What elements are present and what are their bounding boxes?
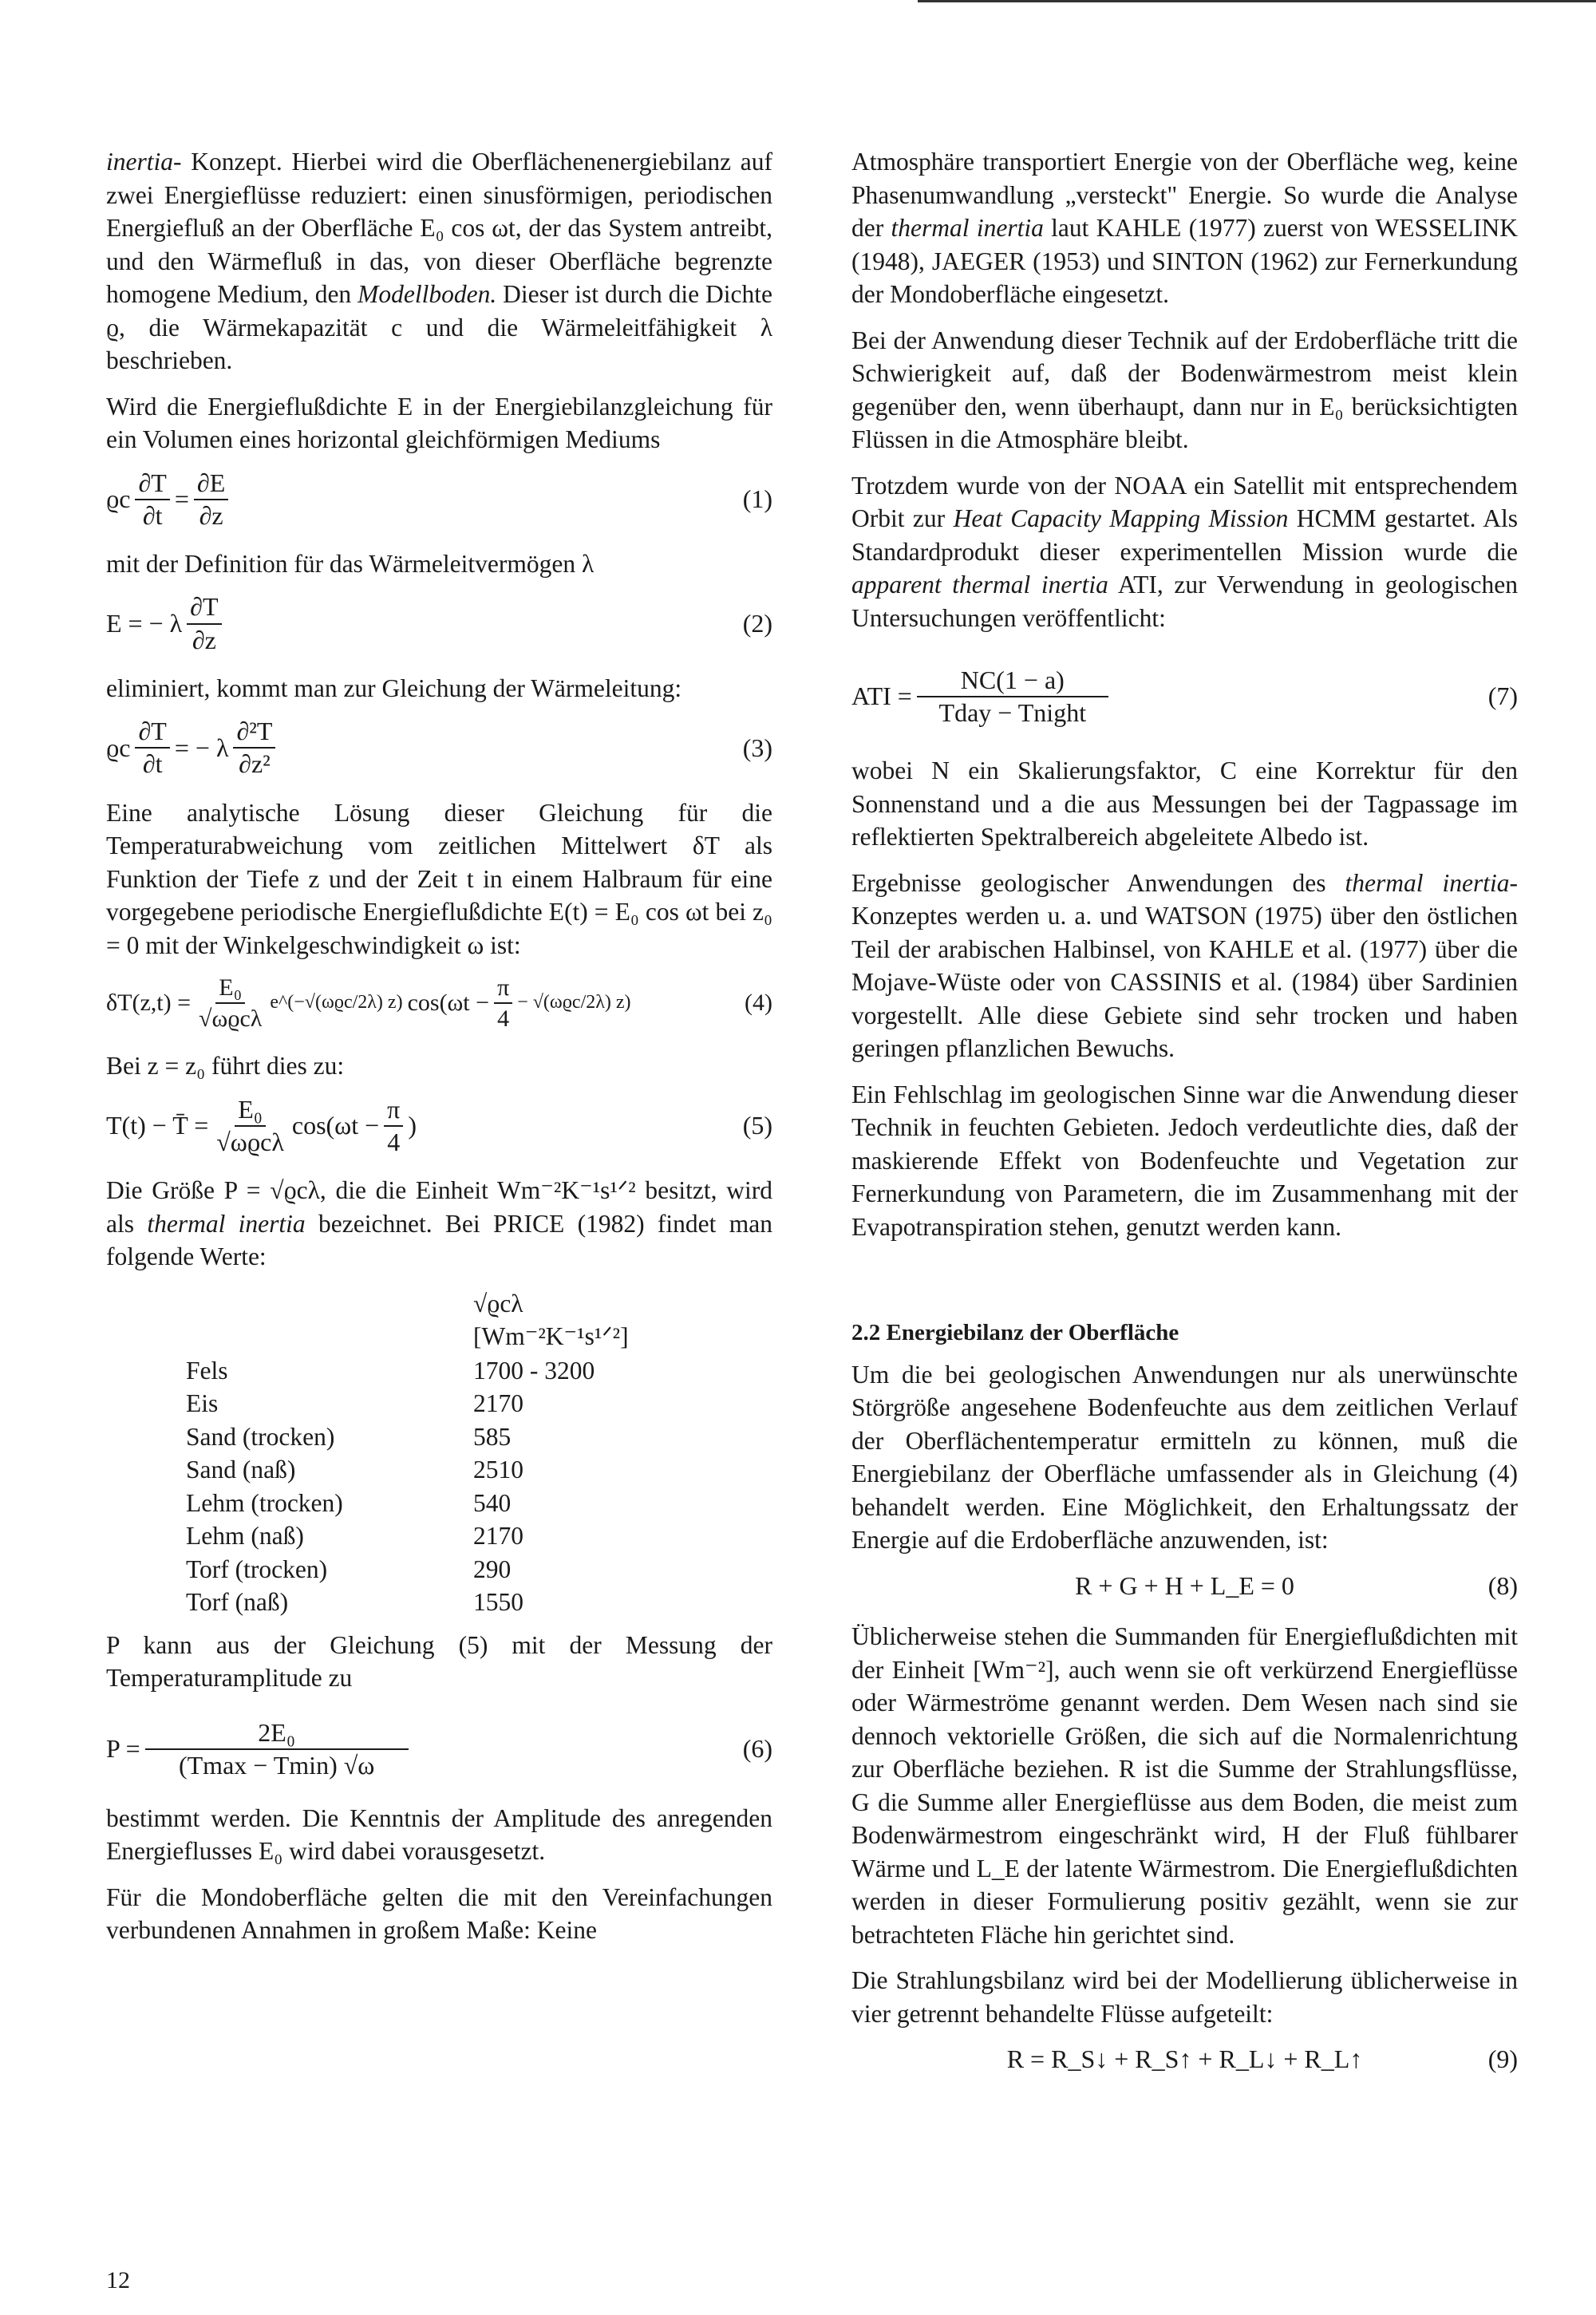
paragraph (106, 145, 772, 377)
paragraph: Für die Mondoberfläche gelten die mit den Vereinfachungen verbundenen Annahmen in großem Maße: Keine (106, 1882, 772, 1945)
equation-6 (106, 1719, 772, 1780)
eq-lhs: ϱc (106, 484, 131, 513)
equation-7 (851, 666, 1518, 727)
value: 2170 (473, 1522, 523, 1550)
table-header: √ϱcλ [Wm⁻²K⁻¹s¹ᐟ²] (473, 1289, 629, 1350)
material: Torf (naß) (186, 1588, 289, 1616)
cos-term: cos(ωt − (291, 1111, 380, 1140)
paragraph: mit der Definition für das Wärmeleitvermögen λ (106, 549, 595, 578)
numerator: E₀ (215, 974, 245, 1004)
table-row (186, 1553, 665, 1586)
italic-term: apparent thermal inertia (851, 571, 1108, 599)
text: bezeichnet. Bei PRICE (1982) findet man folgende Werte: (106, 1209, 772, 1270)
equation-9 (851, 2043, 1518, 2076)
fraction (187, 593, 221, 654)
material: Torf (trocken) (186, 1555, 328, 1583)
paragraph (851, 867, 1518, 1065)
denominator: ∂t (142, 500, 163, 530)
fraction (384, 1096, 403, 1156)
text: Trotzdem wurde von der NOAA ein Satellit mit entsprechendem Orbit zur (851, 471, 1518, 532)
text: Konzept. Hierbei wird die Oberflächenenergiebilanz auf zwei Energieflüsse reduziert: einen sinusförmigen, periodischen Energiefluß an der Oberfläche E₀ cos ωt, der das System antreibt, und den Wärmefluß in das, von dieser Oberfläche begrenzte homogene Medium, den (106, 148, 772, 308)
value: 1550 (473, 1588, 523, 1616)
text: Ergebnisse geologischer Anwendungen des (851, 868, 1326, 897)
paragraph: Um die bei geologischen Anwendungen nur als unerwünschte Störgröße angesehene Bodenfeuchte aus dem zeitlichen Verlauf der Oberflächentemperatur ermitteln zu können, muß die Energiebilanz der Oberfläche umfassender als in Gleichung (4) behandelt werden. Eine Möglichkeit, den Erhaltungssatz der Energie auf die Erdoberfläche anzuwenden, ist: (851, 1360, 1518, 1555)
equation-1 (106, 469, 772, 530)
equation-number: (5) (742, 1111, 772, 1140)
italic-term: thermal inertia (891, 214, 1044, 242)
value: 290 (473, 1555, 512, 1583)
numerator: E₀ (235, 1096, 266, 1127)
fraction (233, 717, 275, 778)
equation-expression: R = R_S↓ + R_S↑ + R_L↓ + R_L↑ (1006, 2044, 1363, 2074)
top-rule (918, 0, 1596, 2)
denominator: (Tmax − Tmin) √ω (178, 1750, 375, 1780)
material: Eis (186, 1389, 219, 1417)
paragraph (851, 145, 1518, 311)
fraction (917, 666, 1108, 727)
value: 2170 (473, 1389, 523, 1417)
exponential-term: e^(−√(ωϱc/2λ) z) (270, 992, 403, 1013)
section-heading: 2.2 Energiebilanz der Oberfläche (851, 1320, 1179, 1346)
paragraph (106, 1174, 772, 1274)
table-row (186, 1519, 665, 1553)
paren: ) (408, 1111, 417, 1140)
equation-2 (106, 593, 772, 654)
value: 540 (473, 1488, 512, 1517)
eq-lhs: P = (106, 1733, 140, 1763)
paragraph: Bei z = z₀ führt dies zu: (106, 1052, 345, 1080)
denominator: ∂t (142, 749, 163, 779)
equation-number: (7) (1487, 681, 1518, 711)
paragraph: Die Strahlungsbilanz wird bei der Modellierung üblicherweise in vier getrennt behandelte Flüsse aufgeteilt: (851, 1966, 1518, 2028)
eq-lhs: δT(z,t) = (106, 990, 192, 1017)
equation-number: (8) (1487, 1570, 1518, 1600)
fraction (145, 1719, 409, 1780)
table-row (186, 1586, 665, 1619)
cos-term: cos(ωt − (407, 990, 490, 1017)
denominator: 4 (497, 1005, 510, 1033)
table-row (186, 1453, 665, 1487)
denominator: 4 (387, 1127, 401, 1156)
equation-expression: R + G + H + L_E = 0 (1075, 1570, 1294, 1600)
paragraph: Wird die Energieflußdichte E in der Energiebilanzgleichung für ein Volumen eines horizontal gleichförmigen Mediums (106, 392, 772, 453)
numerator: NC(1 − a) (917, 666, 1108, 697)
equation-8 (851, 1570, 1518, 1603)
material: Lehm (trocken) (186, 1488, 343, 1517)
denominator: √ωϱcλ (216, 1127, 284, 1156)
material: Fels (186, 1356, 228, 1385)
equation-number: (2) (742, 608, 772, 638)
equation-number: (6) (742, 1733, 772, 1763)
eq-lhs: T(t) − T̄ = (106, 1111, 209, 1140)
equation-4 (106, 974, 772, 1032)
denominator: ∂z² (239, 749, 271, 779)
italic-term: thermal inertia- (1345, 868, 1518, 897)
thermal-inertia-table (186, 1286, 665, 1619)
material: Sand (trocken) (186, 1422, 335, 1451)
numerator: ∂²T (233, 717, 275, 749)
denominator: ∂z (199, 500, 223, 530)
paragraph: Bei der Anwendung dieser Technik auf der Erdoberfläche tritt die Schwierigkeit auf, daß der Bodenwärmestrom meist klein gegenüber den, wenn überhaupt, dann nur in E₀ berücksichtigten Flüssen in die Atmosphäre bleibt. (851, 326, 1518, 453)
material: Lehm (naß) (186, 1522, 304, 1550)
paragraph: wobei N ein Skalierungsfaktor, C eine Korrektur für den Sonnenstand und a die aus Messungen bei der Tagpassage im reflektierten Spektralbereich abgeleitete Albedo ist. (851, 757, 1518, 851)
cos-tail: − √(ωϱc/2λ) z) (517, 992, 631, 1013)
numerator: π (384, 1096, 403, 1127)
italic-term: Heat Capacity Mapping Mission (953, 504, 1289, 532)
left-column (106, 145, 772, 1960)
text: Konzeptes werden u. a. und WATSON (1975) über den östlichen Teil der arabischen Halbinsel, von KAHLE et al. (1977) über die Mojave-Wüste oder von CASSINIS et al. (1984) über Sardinien vorgestellt. Alle diese Gebiete sind sehr trocken und haben geringen pflanzlichen Bewuchs. (851, 902, 1518, 1063)
text: Dieser ist durch die Dichte ϱ, die Wärmekapazität c und die Wärmeleitfähigkeit λ beschrieben. (106, 280, 773, 374)
fraction (135, 469, 169, 530)
paragraph (851, 469, 1518, 635)
numerator: 2E₀ (145, 1719, 409, 1750)
paragraph: Üblicherweise stehen die Summanden für Energieflußdichten mit der Einheit [Wm⁻²], auch wenn sie oft verkürzend Energieflüsse oder Wärmeströme genannt werden. Dem Wesen nach sind sie dennoch vektorielle Größen, die sich auf die Normalenrichtung zur Oberfläche beziehen. R ist die Summe der Strahlungsflüsse, G die Summe aller Energieflüsse aus dem Boden, die meist zum Bodenwärmestrom eingeschränkt wird, H der Fluß fühlbarer Wärme und L_E der latente Wärmestrom. Die Energieflußdichten werden in dieser Formulierung positiv gezählt, wenn sie zur betrachteten Fläche hin gerichtet sind. (851, 1622, 1518, 1949)
table-row (186, 1354, 665, 1388)
text: Die Größe P = √ϱcλ, die die Einheit Wm⁻²K⁻¹s¹ᐟ² besitzt, wird als (106, 1176, 772, 1238)
fraction (494, 974, 512, 1032)
material: Sand (naß) (186, 1456, 296, 1483)
italic-term: thermal inertia (147, 1209, 306, 1238)
numerator: ∂T (135, 717, 169, 749)
fraction (194, 469, 228, 530)
equation-number: (1) (742, 484, 772, 513)
eq-operator: = − λ (174, 733, 229, 762)
denominator: √ωϱcλ (199, 1005, 263, 1033)
numerator: ∂E (194, 469, 228, 500)
fraction (196, 974, 265, 1032)
eq-lhs: ATI = (851, 681, 912, 711)
numerator: ∂T (187, 593, 221, 624)
numerator: π (494, 974, 512, 1004)
eq-lhs: E = − λ (106, 608, 183, 638)
italic-term: inertia- (106, 148, 182, 176)
equation-number: (9) (1487, 2044, 1518, 2074)
eq-lhs: ϱc (106, 733, 131, 762)
text: HCMM gestartet. Als Standardprodukt dieser experimentellen Mission wurde die (851, 504, 1519, 566)
table-row (186, 1487, 665, 1520)
text: laut KAHLE (1977) zuerst von WESSELINK (1948), JAEGER (1953) und SINTON (1962) zur Fernerkundung der Mondoberfläche eingesetzt. (851, 214, 1518, 308)
fraction (135, 717, 169, 778)
paragraph: Ein Fehlschlag im geologischen Sinne war die Anwendung dieser Technik in feuchten Gebieten. Jedoch verdeutlichte dies, daß der maskierende Effekt von Bodenfeuchte und Vegetation zur Fernerkundung von Parametern, die im Zusammenhang mit der Evapotranspiration stehen, genutzt werden kann. (851, 1080, 1518, 1241)
equation-5 (106, 1096, 772, 1156)
page-number: 12 (106, 2267, 130, 2293)
numerator: ∂T (135, 469, 169, 500)
paragraph: Eine analytische Lösung dieser Gleichung für die Temperaturabweichung vom zeitlichen Mittelwert δT als Funktion der Tiefe z und der Zeit t in einem Halbraum für eine vorgegebene periodische Energieflußdichte E(t) = E₀ cos ωt bei z₀ = 0 mit der Winkelgeschwindigkeit ω ist: (106, 798, 772, 959)
equation-number: (3) (742, 733, 772, 762)
table-row (186, 1420, 665, 1454)
paragraph: bestimmt werden. Die Kenntnis der Amplitude des anregenden Energieflusses E₀ wird dabei vorausgesetzt. (106, 1803, 772, 1866)
paragraph: eliminiert, kommt man zur Gleichung der Wärmeleitung: (106, 674, 682, 702)
paragraph: P kann aus der Gleichung (5) mit der Messung der Temperaturamplitude zu (106, 1630, 772, 1692)
value: 585 (473, 1422, 512, 1451)
value: 1700 - 3200 (473, 1356, 595, 1385)
text: ATI, zur Verwendung in geologischen Untersuchungen veröffentlicht: (851, 571, 1519, 632)
right-column (851, 145, 1518, 2094)
denominator: ∂z (192, 625, 216, 654)
value: 2510 (473, 1456, 523, 1483)
eq-operator: = (174, 484, 189, 513)
italic-term: Modellboden. (358, 280, 497, 308)
table-row (186, 1387, 665, 1420)
table-header-row (186, 1286, 665, 1354)
equation-3 (106, 717, 772, 778)
text: Atmosphäre transportiert Energie von der Oberfläche weg, keine Phasenumwandlung „versteckt" Energie. So wurde die Analyse der (851, 148, 1518, 242)
denominator: Tday − Tnight (938, 698, 1087, 728)
equation-number: (4) (745, 990, 772, 1017)
fraction (213, 1096, 287, 1156)
